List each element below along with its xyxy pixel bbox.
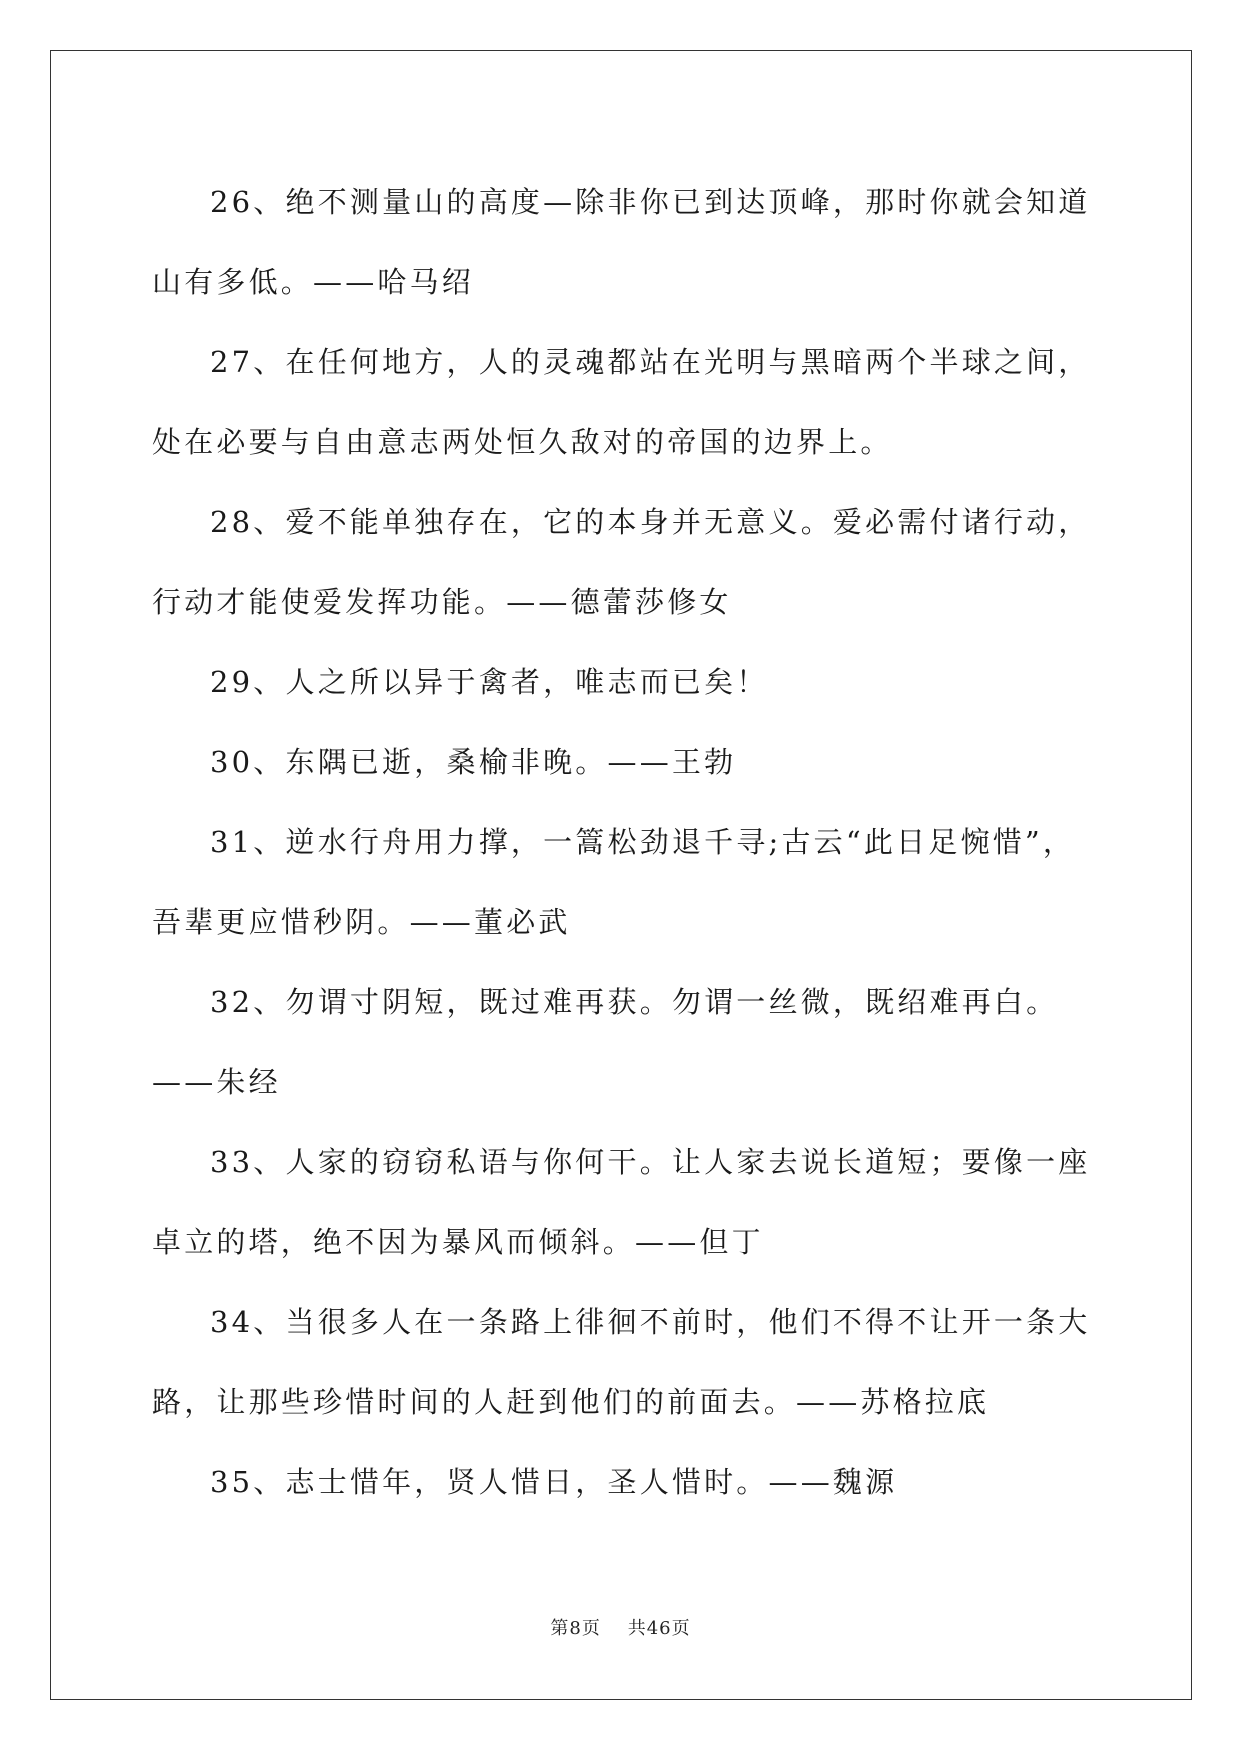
paragraph-33: 33、人家的窃窃私语与你何干。让人家去说长道短；要像一座卓立的塔，绝不因为暴风而倾斜。——但丁 (152, 1145, 1091, 1259)
paragraph-26: 26、绝不测量山的高度—除非你已到达顶峰，那时你就会知道山有多低。——哈马绍 (152, 185, 1091, 299)
paragraph-31: 31、逆水行舟用力撑，一篙松劲退千寻;古云“此日足惋惜”，吾辈更应惜秒阴。——董必武 (152, 825, 1076, 939)
paragraph-29: 29、人之所以异于禽者，唯志而已矣！ (210, 665, 769, 699)
paragraph-34: 34、当很多人在一条路上徘徊不前时，他们不得不让开一条大路，让那些珍惜时间的人赶到他们的前面去。——苏格拉底 (152, 1305, 1091, 1419)
paragraph-28: 28、爱不能单独存在，它的本身并无意义。爱必需付诸行动，行动才能使爱发挥功能。——德蕾莎修女 (152, 505, 1091, 619)
document-body (152, 162, 1092, 1522)
page-footer (0, 1614, 1241, 1640)
paragraph-27: 27、在任何地方，人的灵魂都站在光明与黑暗两个半球之间，处在必要与自由意志两处恒久敌对的帝国的边界上。 (152, 345, 1091, 459)
page-total: 共46页 (627, 1618, 691, 1639)
page-number: 第8页 (550, 1618, 601, 1639)
paragraph-35: 35、志士惜年，贤人惜日，圣人惜时。——魏源 (210, 1465, 898, 1499)
paragraph-32: 32、勿谓寸阴短，既过难再获。勿谓一丝微，既绍难再白。——朱经 (152, 985, 1059, 1099)
paragraph-30: 30、东隅已逝，桑榆非晚。——王勃 (210, 745, 737, 779)
